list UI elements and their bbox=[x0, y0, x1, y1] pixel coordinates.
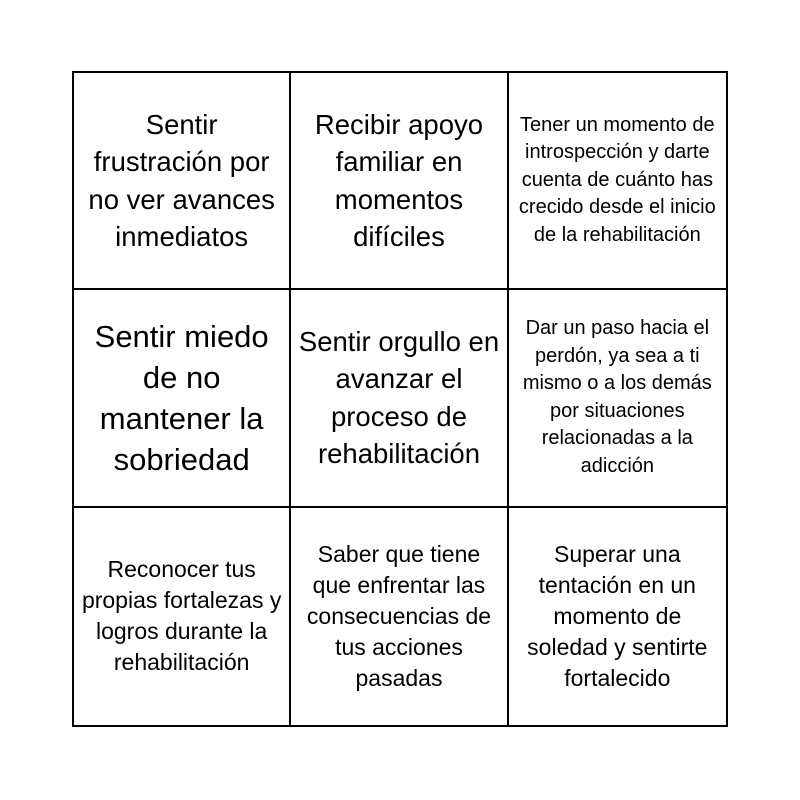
bingo-cell-text: Sentir frustración por no ver avances inmediatos bbox=[88, 108, 275, 253]
bingo-cell-5[interactable] bbox=[291, 290, 508, 507]
bingo-cell-2[interactable] bbox=[291, 73, 508, 290]
bingo-cell-3[interactable] bbox=[509, 73, 726, 290]
bingo-cell-text: Sentir orgullo en avanzar el proceso de rehabilitación bbox=[298, 325, 500, 470]
bingo-cell-6[interactable] bbox=[509, 290, 726, 507]
bingo-cell-text: Superar una tentación en un momento de soledad y sentirte fortalecido bbox=[527, 540, 708, 691]
bingo-cell-text: Recibir apoyo familiar en momentos difíciles bbox=[314, 108, 484, 253]
bingo-cell-1[interactable] bbox=[74, 73, 291, 290]
bingo-cell-text: Saber que tiene que enfrentar las consecuencias de tus acciones pasadas bbox=[306, 540, 492, 691]
bingo-board bbox=[72, 71, 728, 727]
bingo-cell-text: Sentir miedo de no mantener la sobriedad bbox=[94, 318, 269, 477]
bingo-cell-4[interactable] bbox=[74, 290, 291, 507]
bingo-cell-text: Dar un paso hacia el perdón, ya sea a ti mismo o a los demás por situaciones relacionadas a la adicción bbox=[522, 317, 712, 477]
bingo-cell-text: Reconocer tus propias fortalezas y logros durante la rehabilitación bbox=[81, 556, 282, 676]
bingo-cell-8[interactable] bbox=[291, 508, 508, 725]
bingo-cell-9[interactable] bbox=[509, 508, 726, 725]
bingo-cell-text: Tener un momento de introspección y darte cuenta de cuánto has crecido desde el inicio de la rehabilitación bbox=[518, 113, 716, 246]
bingo-cell-7[interactable] bbox=[74, 508, 291, 725]
